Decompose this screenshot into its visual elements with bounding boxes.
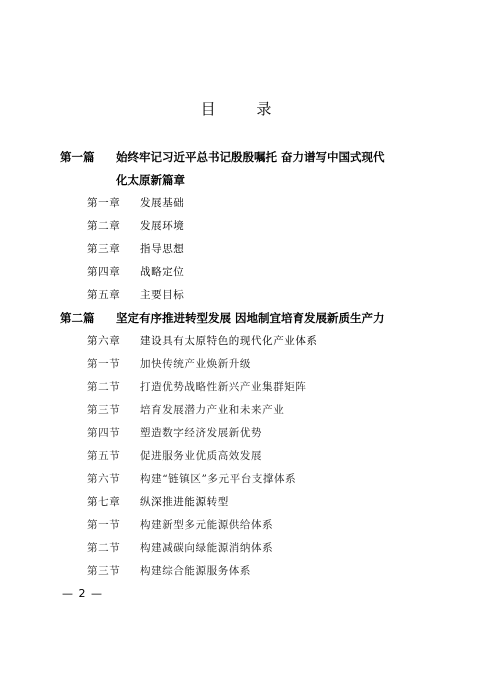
toc-entry-text: 加快传统产业焕新升级 [140, 358, 251, 370]
toc-entry-text: 发展环境 [140, 220, 185, 232]
toc-entry-label: 第三节 [87, 404, 121, 416]
toc-entry-label: 第四章 [87, 266, 121, 278]
toc-entry-chapter [60, 261, 440, 284]
toc-entry-section [60, 376, 440, 399]
toc-entry-chapter [60, 215, 440, 238]
toc-entry-text: 始终牢记习近平总书记殷殷嘱托 奋力谱写中国式现代 [116, 150, 385, 164]
toc-entry-section [60, 560, 440, 583]
toc-entry-text: 坚定有序推进转型发展 因地制宜培育发展新质生产力 [116, 311, 385, 325]
toc-entry-label: 第一章 [87, 197, 121, 209]
toc-entry-label: 第二节 [87, 381, 121, 393]
toc-entry-label: 第五节 [87, 450, 121, 462]
toc-entry-text: 构建减碳向绿能源消纳体系 [140, 542, 274, 554]
toc-entry-text: 纵深推进能源转型 [140, 496, 229, 508]
toc-entry-part [60, 146, 440, 169]
toc-entry-text: 培育发展潜力产业和未来产业 [140, 404, 285, 416]
table-of-contents [60, 146, 440, 583]
toc-entry-label: 第四节 [87, 427, 121, 439]
toc-entry-chapter [60, 238, 440, 261]
toc-entry-chapter [60, 284, 440, 307]
toc-entry-label: 第一节 [87, 358, 121, 370]
toc-entry-text: 主要目标 [140, 289, 185, 301]
toc-entry-section [60, 422, 440, 445]
toc-entry-text: 建设具有太原特色的现代化产业体系 [140, 335, 318, 347]
toc-entry-label: 第二节 [87, 542, 121, 554]
toc-entry-part [60, 307, 440, 330]
toc-entry-part-cont [60, 169, 440, 192]
toc-entry-label: 第三章 [87, 243, 121, 255]
toc-entry-text: 指导思想 [140, 243, 185, 255]
page-number: — 2 — [62, 587, 103, 600]
toc-entry-section [60, 445, 440, 468]
toc-entry-label: 第七章 [87, 496, 121, 508]
toc-entry-section [60, 399, 440, 422]
toc-entry-chapter [60, 330, 440, 353]
toc-entry-label: 第一节 [87, 519, 121, 531]
toc-entry-text: 发展基础 [140, 197, 185, 209]
toc-entry-label: 第一篇 [60, 150, 95, 164]
toc-entry-section [60, 468, 440, 491]
toc-entry-text: 促进服务业优质高效发展 [140, 450, 263, 462]
page-title: 目 录 [200, 100, 290, 118]
toc-entry-text: 战略定位 [140, 266, 185, 278]
toc-entry-text: 构建综合能源服务体系 [140, 565, 251, 577]
toc-entry-text: 构建“链镇区”多元平台支撑体系 [140, 473, 297, 485]
toc-entry-section [60, 353, 440, 376]
toc-entry-text: 塑造数字经济发展新优势 [140, 427, 263, 439]
toc-entry-label: 第二章 [87, 220, 121, 232]
toc-entry-label: 第六章 [87, 335, 121, 347]
toc-entry-section [60, 514, 440, 537]
toc-entry-text: 化太原新篇章 [116, 173, 185, 187]
toc-entry-chapter [60, 491, 440, 514]
toc-entry-label: 第六节 [87, 473, 121, 485]
toc-entry-chapter [60, 192, 440, 215]
toc-entry-section [60, 537, 440, 560]
toc-entry-label: 第三节 [87, 565, 121, 577]
toc-entry-text: 构建新型多元能源供给体系 [140, 519, 274, 531]
toc-entry-label: 第五章 [87, 289, 121, 301]
toc-entry-label: 第二篇 [60, 311, 95, 325]
toc-entry-text: 打造优势战略性新兴产业集群矩阵 [140, 381, 307, 393]
